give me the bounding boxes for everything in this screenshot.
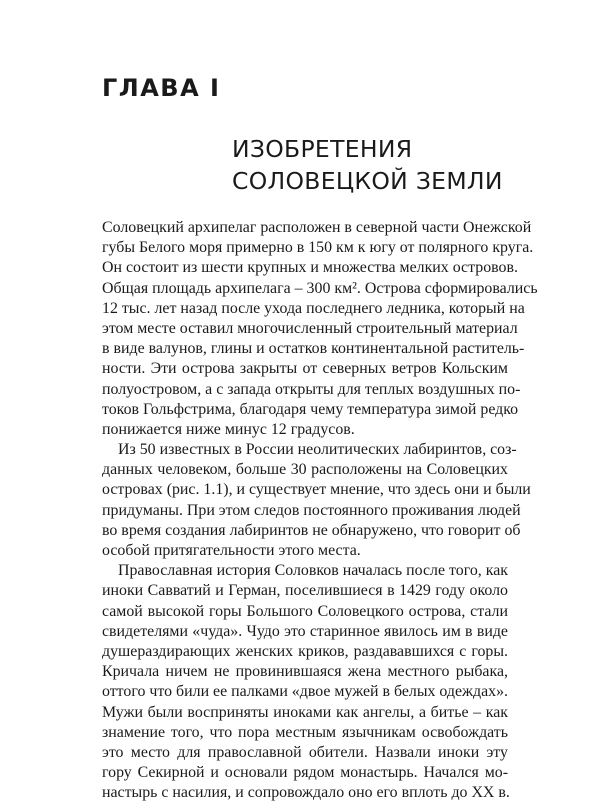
paragraph-2 (102, 440, 531, 561)
text-line: придуманы. При этом следов постоянного проживания людей (102, 501, 521, 519)
text-line: свидетелями «чуда». Чудо это старинное явилось им в виде (102, 622, 508, 640)
text-line: оттого что били ее палками «двое мужей в белых одеждах». (102, 683, 509, 701)
text-line: понижается ниже минус 12 градусов. (102, 420, 355, 438)
text-line: Православная история Соловков началась после того, как (118, 562, 508, 580)
chapter-title-line: СОЛОВЕЦКОЙ ЗЕМЛИ (232, 167, 503, 195)
text-line: данных человеком, больше 30 расположены на Соловецких (102, 461, 508, 479)
text-line: душераздирающих женских криков, раздававшихся с горы. (102, 642, 508, 660)
text-line: ности. Эти острова закрыты от северных ветров Кольским (102, 360, 508, 378)
text-line: Он состоит из шести крупных и множества мелких островов. (102, 259, 518, 277)
text-line: Из 50 известных в России неолитических лабиринтов, соз- (118, 441, 517, 459)
chapter-label: ГЛАВА I (102, 74, 221, 102)
body-text (102, 218, 538, 803)
text-line: знамение того, что пора местным язычникам освобождать (102, 723, 508, 741)
text-line: во время создания лабиринтов не обнаружено, что говорит об (102, 521, 521, 539)
paragraph-1 (102, 218, 538, 440)
text-line: самой высокой горы Большого Соловецкого острова, стали (102, 602, 508, 620)
text-line: 12 тыс. лет назад после ухода последнего ледника, который на (102, 299, 525, 317)
chapter-title-line: ИЗОБРЕТЕНИЯ (232, 135, 413, 163)
text-line: это место для православной обители. Назвали иноки эту (102, 743, 508, 761)
text-line: иноки Савватий и Герман, поселившиеся в 1429 году около (102, 582, 508, 600)
text-line: гору Секирной и основали рядом монастырь. Начался мо- (102, 764, 508, 782)
text-line: полуостровом, а с запада открыты для теплых воздушных по- (102, 380, 521, 398)
text-line: Кричала ничем не провинившаяся жена местного рыбака, (102, 663, 508, 681)
paragraph-3 (102, 561, 508, 803)
text-line: Общая площадь архипелага – 300 км². Острова сформировались (102, 279, 538, 297)
text-line: в виде валунов, глины и остатков континентальной раститель- (102, 340, 525, 358)
text-line: настырь с насилия, и сопровождало оно его вплоть до XX в. (102, 784, 510, 802)
chapter-title (232, 133, 503, 197)
text-line: токов Гольфстрима, благодаря чему температура зимой редко (102, 400, 519, 418)
text-line: губы Белого моря примерно в 150 км к югу от полярного круга. (102, 239, 534, 257)
text-line: Мужи были восприняты иноками как ангелы, а битье – как (102, 703, 508, 721)
text-line: Соловецкий архипелаг расположен в северной части Онежской (102, 219, 532, 236)
text-line: особой притягательности этого места. (102, 542, 361, 559)
text-line: этом месте оставил многочисленный строительный материал (102, 319, 518, 337)
text-line: островах (рис. 1.1), и существует мнение, что здесь они и были (102, 481, 531, 499)
